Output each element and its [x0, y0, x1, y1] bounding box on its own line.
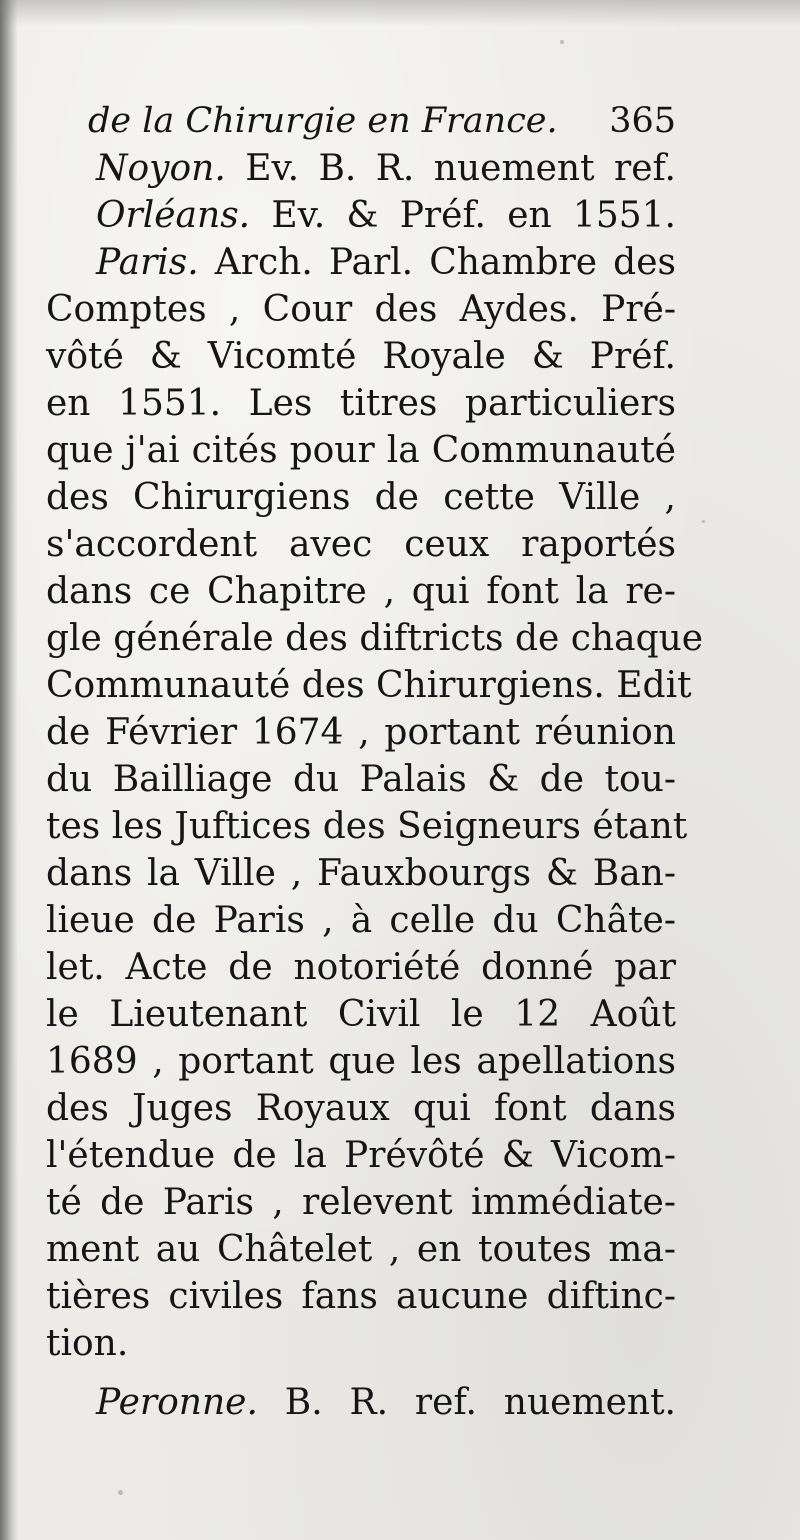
- entry-place: Peronne.: [96, 1382, 258, 1423]
- page-top-edge: [0, 0, 800, 26]
- text-line: s'accordent avec ceux raportés: [46, 524, 676, 565]
- text-line: tières civiles fans aucune diftinc-: [46, 1276, 676, 1317]
- running-title: de la Chirurgie en France.: [88, 101, 558, 141]
- text-line: dans ce Chapitre , qui font la re-: [46, 571, 676, 612]
- text-line: Communauté des Chirurgiens. Edit: [46, 665, 692, 706]
- text-line: ment au Châtelet , en toutes ma-: [46, 1229, 676, 1270]
- page-number: 365: [609, 101, 676, 141]
- text-line: tion.: [46, 1323, 129, 1364]
- text-line: gle générale des diftricts de chaque: [46, 618, 704, 659]
- running-header: [46, 98, 676, 145]
- text-line: tes les Juftices des Seigneurs étant: [46, 806, 688, 847]
- text-line: Comptes , Cour des Aydes. Pré-: [46, 289, 676, 330]
- text-line: vôté & Vicomté Royale & Préf.: [46, 336, 676, 377]
- paragraph-gap: [46, 1367, 676, 1379]
- entry-orleans: [46, 192, 676, 239]
- paper-speck: [118, 1490, 123, 1495]
- text-line: que j'ai cités pour la Communauté: [46, 430, 676, 471]
- paper-speck: [560, 40, 564, 44]
- text-line: 1689 , portant que les apellations: [46, 1041, 676, 1082]
- text-line: dans la Ville , Fauxbourgs & Ban-: [46, 853, 676, 894]
- page-text: [46, 98, 704, 1426]
- entry-place: Noyon.: [96, 148, 226, 189]
- entry-paris: [46, 239, 676, 286]
- text-line: let. Acte de notoriété donné par: [46, 947, 676, 988]
- paper-speck: [702, 520, 705, 523]
- entry-noyon: [46, 145, 676, 192]
- text-line: té de Paris , relevent immédiate-: [46, 1182, 676, 1223]
- entry-place: Orléans.: [96, 195, 251, 236]
- text-line: le Lieutenant Civil le 12 Août: [46, 994, 676, 1035]
- entry-text: Arch. Parl. Chambre des: [198, 242, 676, 283]
- entry-text: Ev. B. R. nuement ref.: [225, 148, 676, 189]
- text-line: du Bailliage du Palais & de tou-: [46, 759, 676, 800]
- entry-peronne: [46, 1379, 676, 1426]
- entry-place: Paris.: [96, 242, 199, 283]
- entry-text: B. R. ref. nuement.: [257, 1382, 676, 1423]
- text-line: des Chirurgiens de cette Ville ,: [46, 477, 676, 518]
- text-line: lieue de Paris , à celle du Châte-: [46, 900, 676, 941]
- entry-text: Ev. & Préf. en 1551.: [250, 195, 676, 236]
- page-left-edge: [0, 0, 18, 1540]
- text-line: l'étendue de la Prévôté & Vicom-: [46, 1135, 676, 1176]
- text-line: en 1551. Les titres particuliers: [46, 383, 676, 424]
- text-line: des Juges Royaux qui font dans: [46, 1088, 676, 1129]
- text-line: de Février 1674 , portant réunion: [46, 712, 676, 753]
